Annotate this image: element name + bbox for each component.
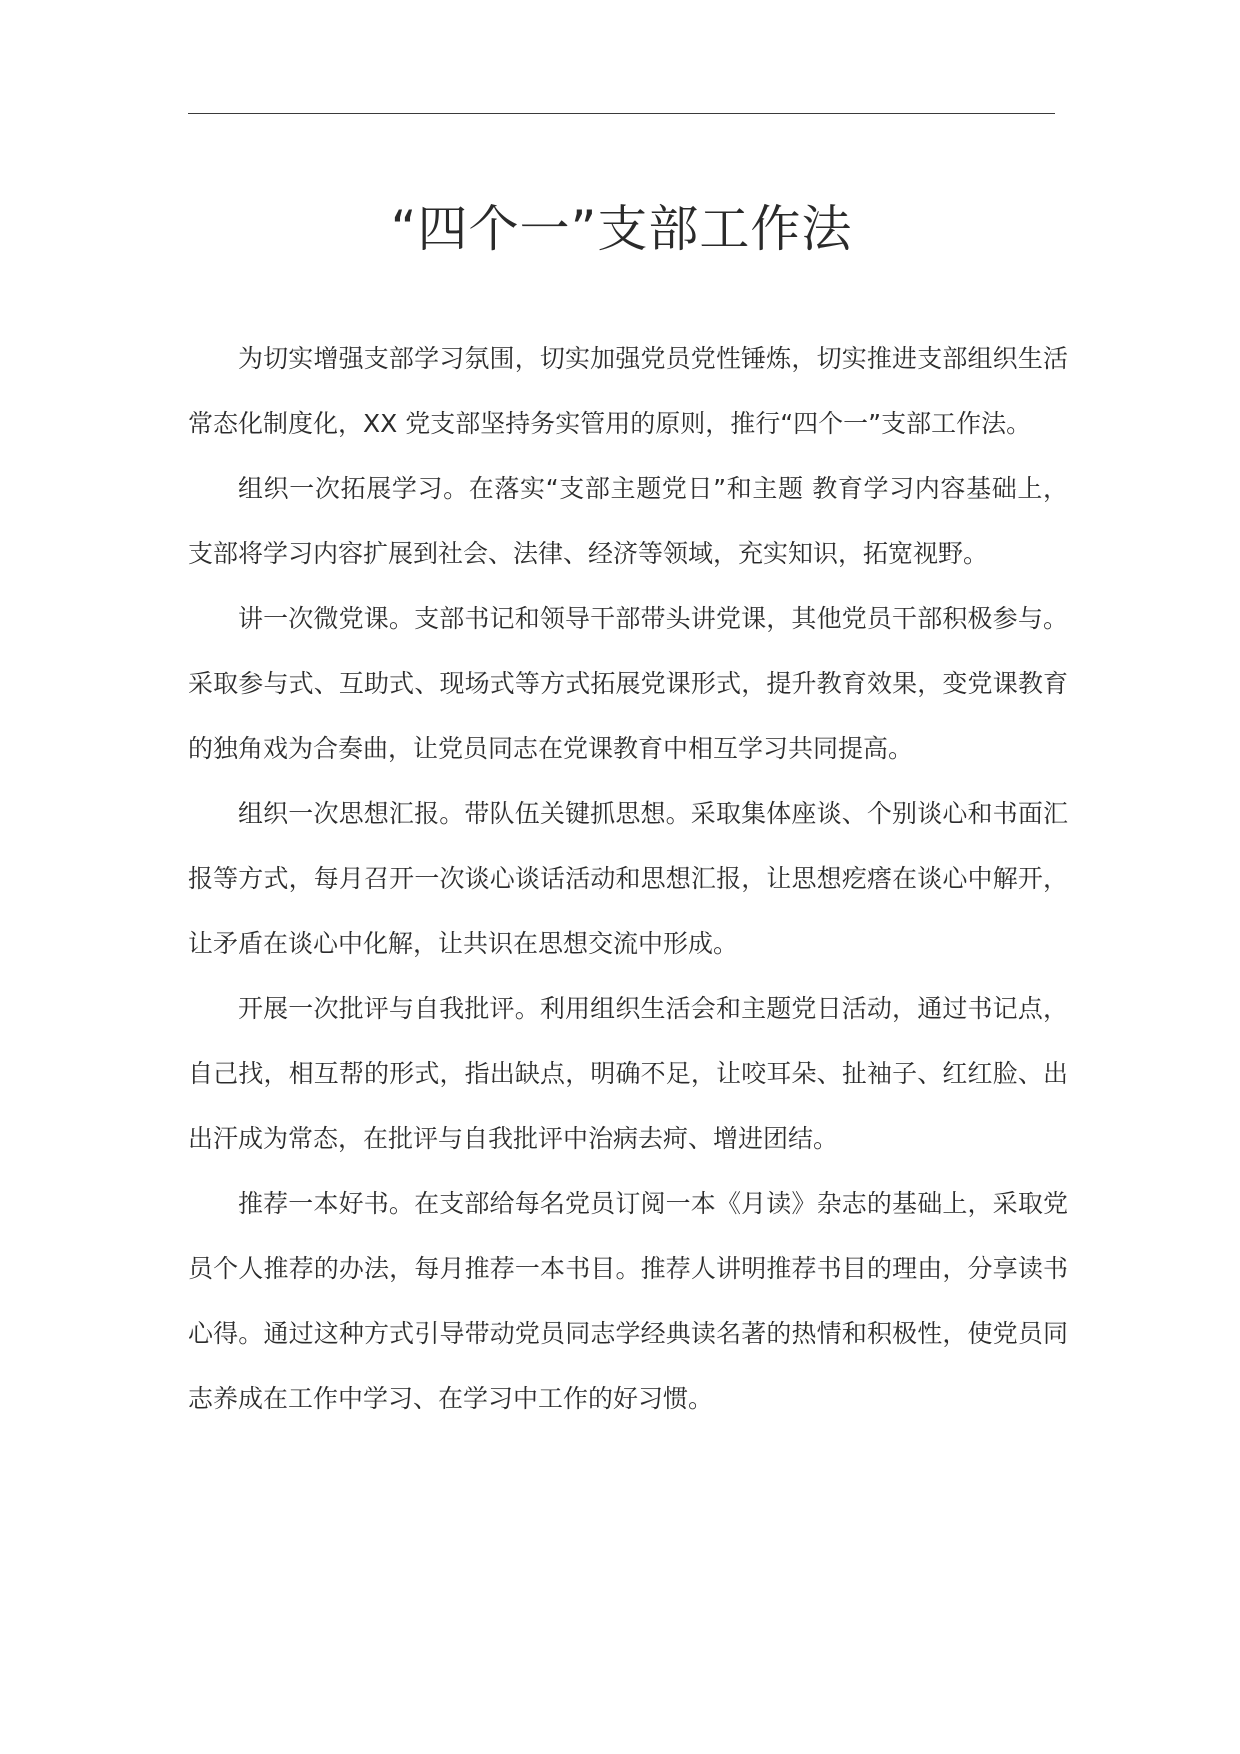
- paragraph-micro-lecture: 讲一次微党课。支部书记和领导干部带头讲党课，其他党员干部积极参与。采取参与式、互助式、现场式等方式拓展党课形式，提升教育效果，变党课教育的独角戏为合奏曲，让党员同志在党课教育中相互学习共同提高。: [188, 604, 1068, 763]
- document-title: “四个一”支部工作法: [390, 199, 853, 258]
- paragraph-thought-report: 组织一次思想汇报。带队伍关键抓思想。采取集体座谈、个别谈心和书面汇报等方式，每月召开一次谈心谈话活动和思想汇报，让思想疙瘩在谈心中解开，让矛盾在谈心中化解，让共识在思想交流中形成。: [188, 799, 1068, 958]
- paragraph-book-recommend: 推荐一本好书。在支部给每名党员订阅一本《月读》杂志的基础上，采取党员个人推荐的办法，每月推荐一本书目。推荐人讲明推荐书目的理由，分享读书心得。通过这种方式引导带动党员同志学经典读名著的热情和积极性，使党员同志养成在工作中学习、在学习中工作的好习惯。: [188, 1189, 1068, 1413]
- header-rule: [188, 113, 1055, 114]
- paragraph-intro: 为切实增强支部学习氛围，切实加强党员党性锤炼，切实推进支部组织生活常态化制度化，XX 党支部坚持务实管用的原则，推行“四个一”支部工作法。: [188, 344, 1068, 438]
- document-body: [188, 326, 1068, 1431]
- paragraph-expand-learning: 组织一次拓展学习。在落实“支部主题党日”和主题 教育学习内容基础上，支部将学习内容扩展到社会、法律、经济等领域，充实知识，拓宽视野。: [188, 474, 1068, 568]
- paragraph-criticism: 开展一次批评与自我批评。利用组织生活会和主题党日活动，通过书记点，自己找，相互帮的形式，指出缺点，明确不足，让咬耳朵、扯袖子、红红脸、出出汗成为常态，在批评与自我批评中治病去疴、增进团结。: [188, 994, 1068, 1153]
